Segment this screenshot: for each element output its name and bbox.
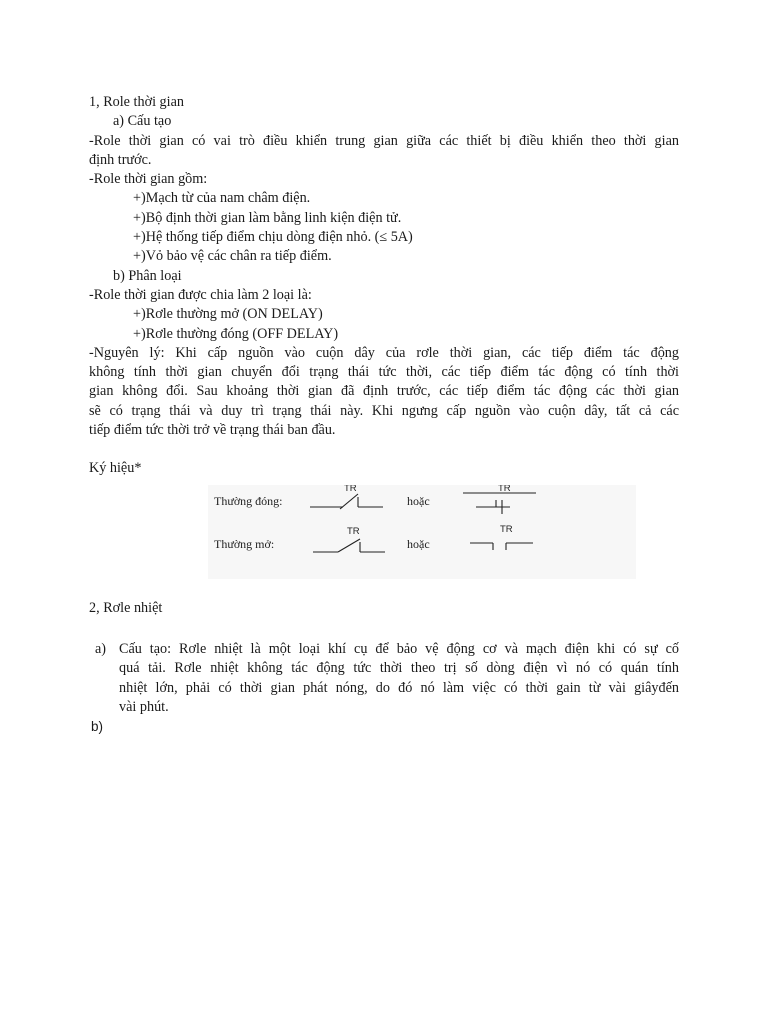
normally-open-label: Thường mở: [214,536,275,551]
symbol-label: Ký hiệu* [89,460,142,477]
component-item: +)Bộ định thời gian làm bằng linh kiện điện tử. [133,209,402,226]
normally-closed-label: Thường đóng: [214,493,283,508]
item-a-line: Cấu tạo: Rơle nhiệt là một loại khí cụ để bảo vệ động cơ và mạch điện khi có sự cố [119,640,679,657]
nc-contact-alt-symbol [463,493,536,514]
timed-nc-contact-symbol [310,494,383,509]
section2-item-a [89,640,679,717]
component-item: +)Vỏ bảo vệ các chân ra tiếp điểm. [133,248,332,265]
types-label: -Role thời gian được chia làm 2 loại là: [89,286,312,303]
component-item: +)Hệ thống tiếp điểm chịu dòng điện nhỏ. (≤ 5A) [133,229,413,246]
intro-line-1: -Role thời gian có vai trò điều khiển trung gian giữa các thiết bị điều khiển theo thời gian [89,132,679,149]
principle-line: tiếp điểm tức thời trở về trạng thái ban đầu. [89,422,336,439]
type-item: +)Rơle thường đóng (OFF DELAY) [133,325,339,342]
principle-line: sẽ có trạng thái và duy trì trạng thái này. Khi ngưng cấp nguồn vào cuộn dây, tất cả các [89,402,679,419]
section2-heading: 2, Rơle nhiệt [89,599,163,616]
document-body [89,93,679,736]
type-item: +)Rơle thường mở (ON DELAY) [133,306,323,323]
item-a-marker: a) [95,640,107,657]
component-item: +)Mạch từ của nam châm điện. [133,190,311,207]
relay-symbol-drawing [208,485,636,579]
components-label: -Role thời gian gồm: [89,171,208,188]
tr-label: TR [498,484,511,494]
or-label: hoặc [407,493,430,508]
item-a-line: quá tải. Rơle nhiệt không tác động tức thời theo trị số dòng điện vì nó có quán tính [119,660,679,677]
principle-line: không tính thời gian chuyển đổi trạng thái tức thời, các tiếp điểm tác động có tính thời [89,364,679,381]
item-a-body [119,640,679,717]
subsection-b-heading: b) Phân loại [113,267,182,284]
item-a-line: vài phút. [119,698,169,715]
subsection-a-heading: a) Cấu tạo [113,113,172,130]
intro-line-2: định trước. [89,151,152,168]
item-b-marker: b) [91,719,104,735]
principle-line: -Nguyên lý: Khi cấp nguồn vào cuộn dây của rơle thời gian, các tiếp điểm tác động [89,344,679,361]
principle-line: gian không đổi. Sau khoảng thời gian đã định trước, các tiếp điểm tác động các thời gian [89,383,679,400]
tr-label: TR [347,525,360,537]
relay-symbol-figure [208,485,636,579]
tr-label: TR [344,484,357,494]
timed-no-contact-symbol [313,539,385,552]
tr-label: TR [500,523,513,535]
or-label: hoặc [407,536,430,551]
item-a-line: nhiệt lớn, phải có thời gian phát nóng, do đó nó làm việc có thời gain từ vài giâyđến [119,679,679,696]
section1-heading: 1, Role thời gian [89,94,184,110]
no-contact-alt-symbol [470,543,533,550]
